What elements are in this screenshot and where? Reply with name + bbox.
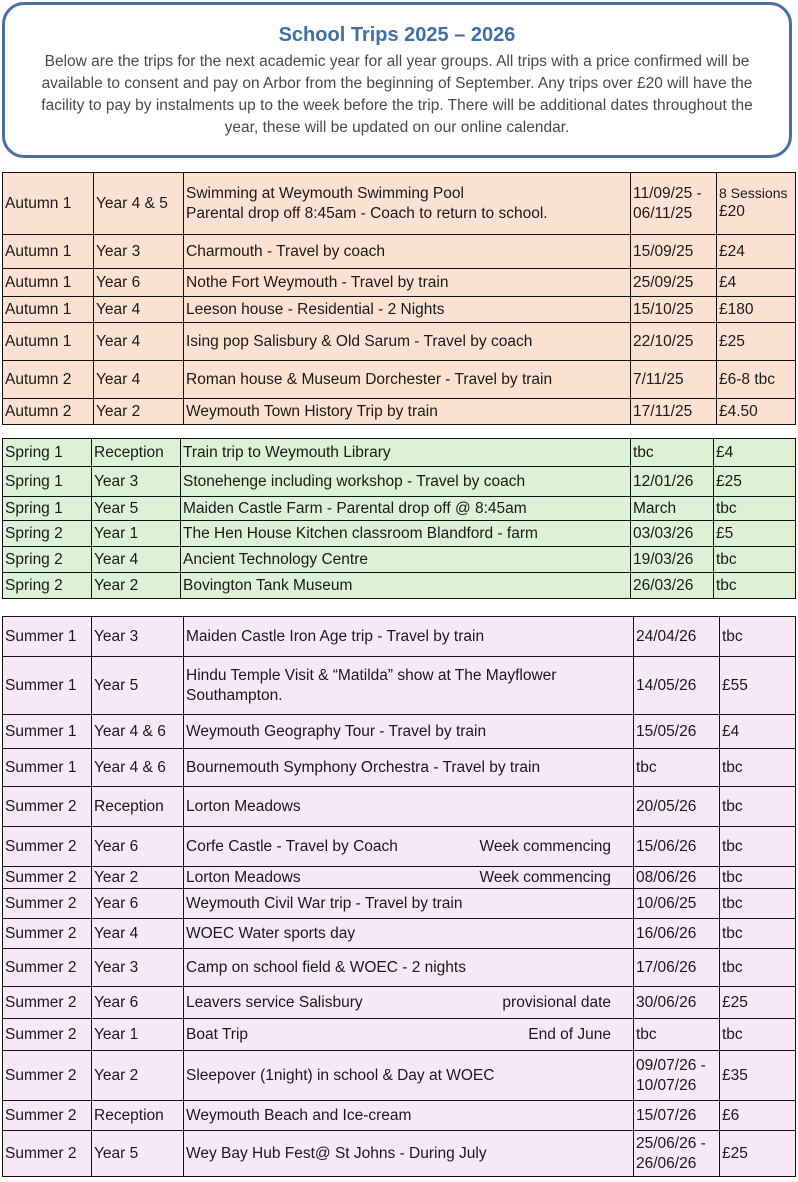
date-text: 25/06/26 - — [636, 1134, 706, 1152]
date-text: 15/10/25 — [633, 300, 694, 318]
term-cell: Summer 2 — [3, 889, 92, 919]
table-row — [3, 617, 796, 657]
activity-text: Boat Trip — [186, 1025, 249, 1043]
activity-text: Lorton Meadows — [186, 868, 301, 886]
price-cell — [720, 987, 796, 1019]
date-text: 25/09/25 — [633, 273, 694, 291]
date-text: tbc — [636, 1025, 657, 1043]
date-cell — [634, 827, 720, 867]
date-cell — [631, 399, 717, 425]
date-cell — [634, 949, 720, 987]
term-cell: Summer 2 — [3, 987, 92, 1019]
activity-with-note — [186, 837, 631, 857]
activity-with-note — [186, 1025, 631, 1045]
date-text: 11/09/25 - — [633, 184, 702, 202]
date-cell — [631, 361, 717, 399]
price-cell — [720, 657, 796, 715]
price-cell — [714, 497, 796, 521]
price-text: tbc — [716, 550, 737, 568]
table-row — [3, 657, 796, 715]
date-cell — [634, 617, 720, 657]
price-text: tbc — [716, 499, 737, 517]
price-cell — [717, 361, 796, 399]
activity-text: The Hen House Kitchen classroom Blandford - farm — [183, 524, 538, 542]
activity-line: Swimming at Weymouth Swimming Pool — [186, 184, 464, 202]
table-row — [3, 573, 796, 599]
table-row — [3, 1101, 796, 1131]
price-text: £35 — [722, 1066, 748, 1084]
date-text: 14/05/26 — [636, 676, 697, 694]
activity-text: Maiden Castle Iron Age trip - Travel by train — [186, 627, 485, 645]
date-cell — [631, 573, 714, 599]
year-group-cell: Year 6 — [92, 889, 184, 919]
activity-text: Bovington Tank Museum — [183, 576, 353, 594]
price-cell — [720, 617, 796, 657]
date-cell — [631, 467, 714, 497]
price-cell — [720, 919, 796, 949]
activity-cell — [184, 1131, 634, 1177]
activity-text: Lorton Meadows — [186, 797, 301, 815]
summer-trips-table — [2, 616, 796, 1177]
activity-cell — [184, 361, 631, 399]
activity-text: Leeson house - Residential - 2 Nights — [186, 300, 445, 318]
date-cell — [631, 521, 714, 547]
date-text: 30/06/26 — [636, 993, 697, 1011]
date-text: 15/06/26 — [636, 837, 697, 855]
year-group-cell: Year 3 — [92, 617, 184, 657]
term-cell: Summer 2 — [3, 1051, 92, 1101]
term-cell: Summer 2 — [3, 827, 92, 867]
date-text: 19/03/26 — [633, 550, 694, 568]
price-text: £6 — [722, 1106, 740, 1124]
activity-cell — [181, 467, 631, 497]
activity-text: Charmouth - Travel by coach — [186, 242, 386, 260]
price-cell — [720, 867, 796, 889]
term-cell: Spring 2 — [3, 521, 92, 547]
price-text: £4 — [719, 273, 737, 291]
price-cell — [720, 889, 796, 919]
price-cell — [720, 827, 796, 867]
year-group-cell: Year 4 & 6 — [92, 715, 184, 749]
page-title: School Trips 2025 – 2026 — [278, 24, 516, 46]
table-row — [3, 715, 796, 749]
activity-cell — [184, 749, 634, 787]
term-cell: Summer 2 — [3, 867, 92, 889]
table-row — [3, 987, 796, 1019]
term-cell: Spring 2 — [3, 573, 92, 599]
table-row — [3, 889, 796, 919]
date-text: 12/01/26 — [633, 472, 694, 490]
date-text: tbc — [636, 758, 657, 776]
date-cell — [631, 323, 717, 361]
price-text: tbc — [722, 797, 743, 815]
date-text: 10/07/26 — [636, 1076, 697, 1094]
term-cell: Spring 1 — [3, 439, 92, 467]
date-cell — [631, 173, 717, 235]
price-text: £4 — [716, 443, 734, 461]
price-cell — [720, 715, 796, 749]
table-row — [3, 1051, 796, 1101]
activity-cell — [184, 919, 634, 949]
date-cell — [631, 439, 714, 467]
activity-text: WOEC Water sports day — [186, 924, 356, 942]
table-row — [3, 361, 796, 399]
activity-cell — [184, 657, 634, 715]
date-text: March — [633, 499, 677, 517]
year-group-cell: Year 4 — [94, 323, 184, 361]
year-group-cell: Reception — [92, 787, 184, 827]
date-cell — [634, 749, 720, 787]
price-text: tbc — [722, 868, 743, 886]
table-row — [3, 867, 796, 889]
term-cell: Summer 2 — [3, 949, 92, 987]
term-cell: Summer 1 — [3, 657, 92, 715]
table-row — [3, 323, 796, 361]
price-cell — [717, 323, 796, 361]
year-group-cell: Year 4 — [92, 919, 184, 949]
table-row — [3, 827, 796, 867]
term-cell: Autumn 1 — [3, 323, 94, 361]
price-text: £25 — [722, 1144, 748, 1162]
activity-text: Ancient Technology Centre — [183, 550, 368, 568]
date-cell — [631, 497, 714, 521]
date-cell — [631, 269, 717, 297]
date-cell — [634, 715, 720, 749]
activity-cell — [184, 827, 634, 867]
activity-line: Southampton. — [186, 686, 283, 704]
date-text: 26/06/26 — [636, 1154, 697, 1172]
price-cell — [714, 521, 796, 547]
date-cell — [631, 547, 714, 573]
activity-cell — [184, 235, 631, 269]
table-row — [3, 787, 796, 827]
activity-text: Nothe Fort Weymouth - Travel by train — [186, 273, 449, 291]
year-group-cell: Year 2 — [92, 573, 181, 599]
price-cell — [720, 1131, 796, 1177]
table-row — [3, 949, 796, 987]
activity-cell — [184, 787, 634, 827]
table-row — [3, 497, 796, 521]
activity-note: Week commencing — [479, 837, 611, 855]
date-text: 16/06/26 — [636, 924, 697, 942]
date-cell — [634, 1131, 720, 1177]
activity-text: Weymouth Town History Trip by train — [186, 402, 438, 420]
table-row — [3, 547, 796, 573]
price-cell — [717, 235, 796, 269]
price-note: 8 Sessions — [719, 185, 788, 201]
date-cell — [634, 1101, 720, 1131]
year-group-cell: Year 3 — [92, 949, 184, 987]
price-cell — [720, 749, 796, 787]
term-cell: Summer 1 — [3, 617, 92, 657]
date-text: 15/09/25 — [633, 242, 694, 260]
term-cell: Spring 1 — [3, 497, 92, 521]
activity-cell — [181, 439, 631, 467]
activity-text: Corfe Castle - Travel by Coach — [186, 837, 398, 855]
table-row — [3, 919, 796, 949]
term-cell: Autumn 1 — [3, 269, 94, 297]
price-text: £25 — [722, 993, 748, 1011]
price-cell — [720, 1101, 796, 1131]
price-text: £6-8 tbc — [719, 370, 776, 388]
activity-cell — [184, 617, 634, 657]
term-cell: Summer 2 — [3, 919, 92, 949]
activity-cell — [181, 497, 631, 521]
term-cell: Spring 2 — [3, 547, 92, 573]
activity-text: Roman house & Museum Dorchester - Travel by train — [186, 370, 553, 388]
price-text: £25 — [716, 472, 742, 490]
activity-cell — [181, 547, 631, 573]
price-text: tbc — [722, 627, 743, 645]
price-text: £24 — [719, 242, 745, 260]
price-cell — [714, 467, 796, 497]
date-text: 08/06/26 — [636, 868, 697, 886]
term-cell: Autumn 1 — [3, 297, 94, 323]
activity-cell — [184, 1051, 634, 1101]
activity-note: End of June — [528, 1025, 611, 1043]
date-cell — [631, 297, 717, 323]
term-cell: Autumn 2 — [3, 399, 94, 425]
price-text: £20 — [719, 203, 745, 220]
date-text: 17/11/25 — [633, 402, 693, 420]
year-group-cell: Year 5 — [92, 1131, 184, 1177]
price-text: tbc — [722, 837, 743, 855]
year-group-cell: Year 6 — [92, 987, 184, 1019]
price-cell — [714, 439, 796, 467]
activity-note: provisional date — [502, 993, 611, 1011]
price-text: £4.50 — [719, 402, 758, 420]
year-group-cell: Year 3 — [92, 467, 181, 497]
activity-with-note — [186, 868, 631, 888]
activity-cell — [184, 399, 631, 425]
price-cell — [717, 399, 796, 425]
activity-note: Week commencing — [479, 868, 611, 886]
year-group-cell: Year 4 — [94, 297, 184, 323]
price-text: £25 — [719, 332, 745, 350]
activity-cell — [184, 889, 634, 919]
price-text: £4 — [722, 722, 740, 740]
activity-cell — [184, 173, 631, 235]
table-row — [3, 439, 796, 467]
year-group-cell: Year 2 — [94, 399, 184, 425]
price-cell — [720, 1019, 796, 1051]
activity-text: Weymouth Geography Tour - Travel by train — [186, 722, 487, 740]
date-cell — [634, 1051, 720, 1101]
term-cell: Summer 2 — [3, 787, 92, 827]
activity-cell — [184, 715, 634, 749]
year-group-cell: Year 5 — [92, 657, 184, 715]
activity-text: Sleepover (1night) in school & Day at WOEC — [186, 1066, 495, 1084]
activity-cell — [184, 323, 631, 361]
year-group-cell: Year 1 — [92, 1019, 184, 1051]
price-text: £55 — [722, 676, 748, 694]
date-text: 22/10/25 — [633, 332, 694, 350]
year-group-cell: Year 4 & 6 — [92, 749, 184, 787]
table-row — [3, 297, 796, 323]
table-row — [3, 467, 796, 497]
date-cell — [631, 235, 717, 269]
price-cell — [720, 949, 796, 987]
date-cell — [634, 787, 720, 827]
activity-text: Leavers service Salisbury — [186, 993, 363, 1011]
date-text: 7/11/25 — [633, 370, 684, 388]
activity-text: Weymouth Beach and Ice-cream — [186, 1106, 412, 1124]
term-cell: Autumn 1 — [3, 235, 94, 269]
header-box — [2, 2, 792, 158]
year-group-cell: Year 3 — [94, 235, 184, 269]
year-group-cell: Year 5 — [92, 497, 181, 521]
year-group-cell: Year 4 — [94, 361, 184, 399]
price-cell — [714, 573, 796, 599]
year-group-cell: Year 2 — [92, 1051, 184, 1101]
date-text: 20/05/26 — [636, 797, 697, 815]
term-cell: Autumn 1 — [3, 173, 94, 235]
date-cell — [634, 987, 720, 1019]
activity-line: Parental drop off 8:45am - Coach to return to school. — [186, 204, 548, 222]
date-cell — [634, 657, 720, 715]
table-row — [3, 749, 796, 787]
activity-cell — [184, 297, 631, 323]
autumn-trips-table — [2, 172, 796, 425]
term-cell: Summer 1 — [3, 715, 92, 749]
price-cell — [714, 547, 796, 573]
date-text: 26/03/26 — [633, 576, 694, 594]
page-description: Below are the trips for the next academic year for all year groups. All trips with a price confirmed will be available to consent and pay on Arbor from the beginning of September. Any trips over £20 will have the facility to pay by instalments up to the week before the trip. There will be additional dates throughout the year, these will be updated on our online calendar. — [41, 53, 753, 136]
price-text: tbc — [722, 894, 743, 912]
year-group-cell: Year 6 — [92, 827, 184, 867]
table-row — [3, 269, 796, 297]
price-text: tbc — [722, 758, 743, 776]
date-cell — [634, 919, 720, 949]
date-text: 09/07/26 - — [636, 1056, 706, 1074]
price-cell — [717, 297, 796, 323]
term-cell: Summer 2 — [3, 1131, 92, 1177]
term-cell: Summer 1 — [3, 749, 92, 787]
term-cell: Summer 2 — [3, 1019, 92, 1051]
date-text: 15/07/26 — [636, 1106, 697, 1124]
table-row — [3, 1019, 796, 1051]
table-row — [3, 1131, 796, 1177]
activity-cell — [181, 521, 631, 547]
year-group-cell: Year 4 — [92, 547, 181, 573]
year-group-cell: Reception — [92, 1101, 184, 1131]
date-text: 17/06/26 — [636, 958, 697, 976]
date-text: 24/04/26 — [636, 627, 697, 645]
activity-line: Hindu Temple Visit & “Matilda” show at The Mayflower — [186, 666, 557, 684]
activity-text: Weymouth Civil War trip - Travel by train — [186, 894, 463, 912]
activity-cell — [184, 987, 634, 1019]
price-cell — [717, 173, 796, 235]
date-cell — [634, 1019, 720, 1051]
table-row — [3, 235, 796, 269]
price-cell — [717, 269, 796, 297]
term-cell: Autumn 2 — [3, 361, 94, 399]
year-group-cell: Year 1 — [92, 521, 181, 547]
year-group-cell: Reception — [92, 439, 181, 467]
activity-cell — [184, 269, 631, 297]
table-row — [3, 173, 796, 235]
activity-text: Ising pop Salisbury & Old Sarum - Travel by coach — [186, 332, 533, 350]
activity-text: Train trip to Weymouth Library — [183, 443, 391, 461]
activity-text: Camp on school field & WOEC - 2 nights — [186, 958, 466, 976]
price-text: £180 — [719, 300, 754, 318]
date-text: 03/03/26 — [633, 524, 694, 542]
activity-text: Wey Bay Hub Fest@ St Johns - During July — [186, 1144, 487, 1162]
year-group-cell: Year 2 — [92, 867, 184, 889]
price-text: tbc — [716, 576, 737, 594]
activity-with-note — [186, 993, 631, 1013]
term-cell: Spring 1 — [3, 467, 92, 497]
spring-trips-table — [2, 438, 796, 599]
price-text: tbc — [722, 1025, 743, 1043]
price-cell — [720, 787, 796, 827]
price-cell — [720, 1051, 796, 1101]
date-text: 10/06/25 — [636, 894, 697, 912]
year-group-cell: Year 6 — [94, 269, 184, 297]
activity-text: Bournemouth Symphony Orchestra - Travel by train — [186, 758, 541, 776]
activity-cell — [184, 1101, 634, 1131]
table-row — [3, 399, 796, 425]
term-cell: Summer 2 — [3, 1101, 92, 1131]
activity-text: Stonehenge including workshop - Travel by coach — [183, 472, 526, 490]
date-text: 15/05/26 — [636, 722, 697, 740]
activity-cell — [184, 1019, 634, 1051]
table-row — [3, 521, 796, 547]
year-group-cell: Year 4 & 5 — [94, 173, 184, 235]
price-text: tbc — [722, 958, 743, 976]
activity-cell — [181, 573, 631, 599]
date-text: 06/11/25 — [633, 204, 693, 222]
activity-cell — [184, 949, 634, 987]
activity-cell — [184, 867, 634, 889]
price-text: £5 — [716, 524, 734, 542]
date-text: tbc — [633, 443, 654, 461]
activity-text: Maiden Castle Farm - Parental drop off @ 8:45am — [183, 499, 527, 517]
price-text: tbc — [722, 924, 743, 942]
date-cell — [634, 889, 720, 919]
date-cell — [634, 867, 720, 889]
